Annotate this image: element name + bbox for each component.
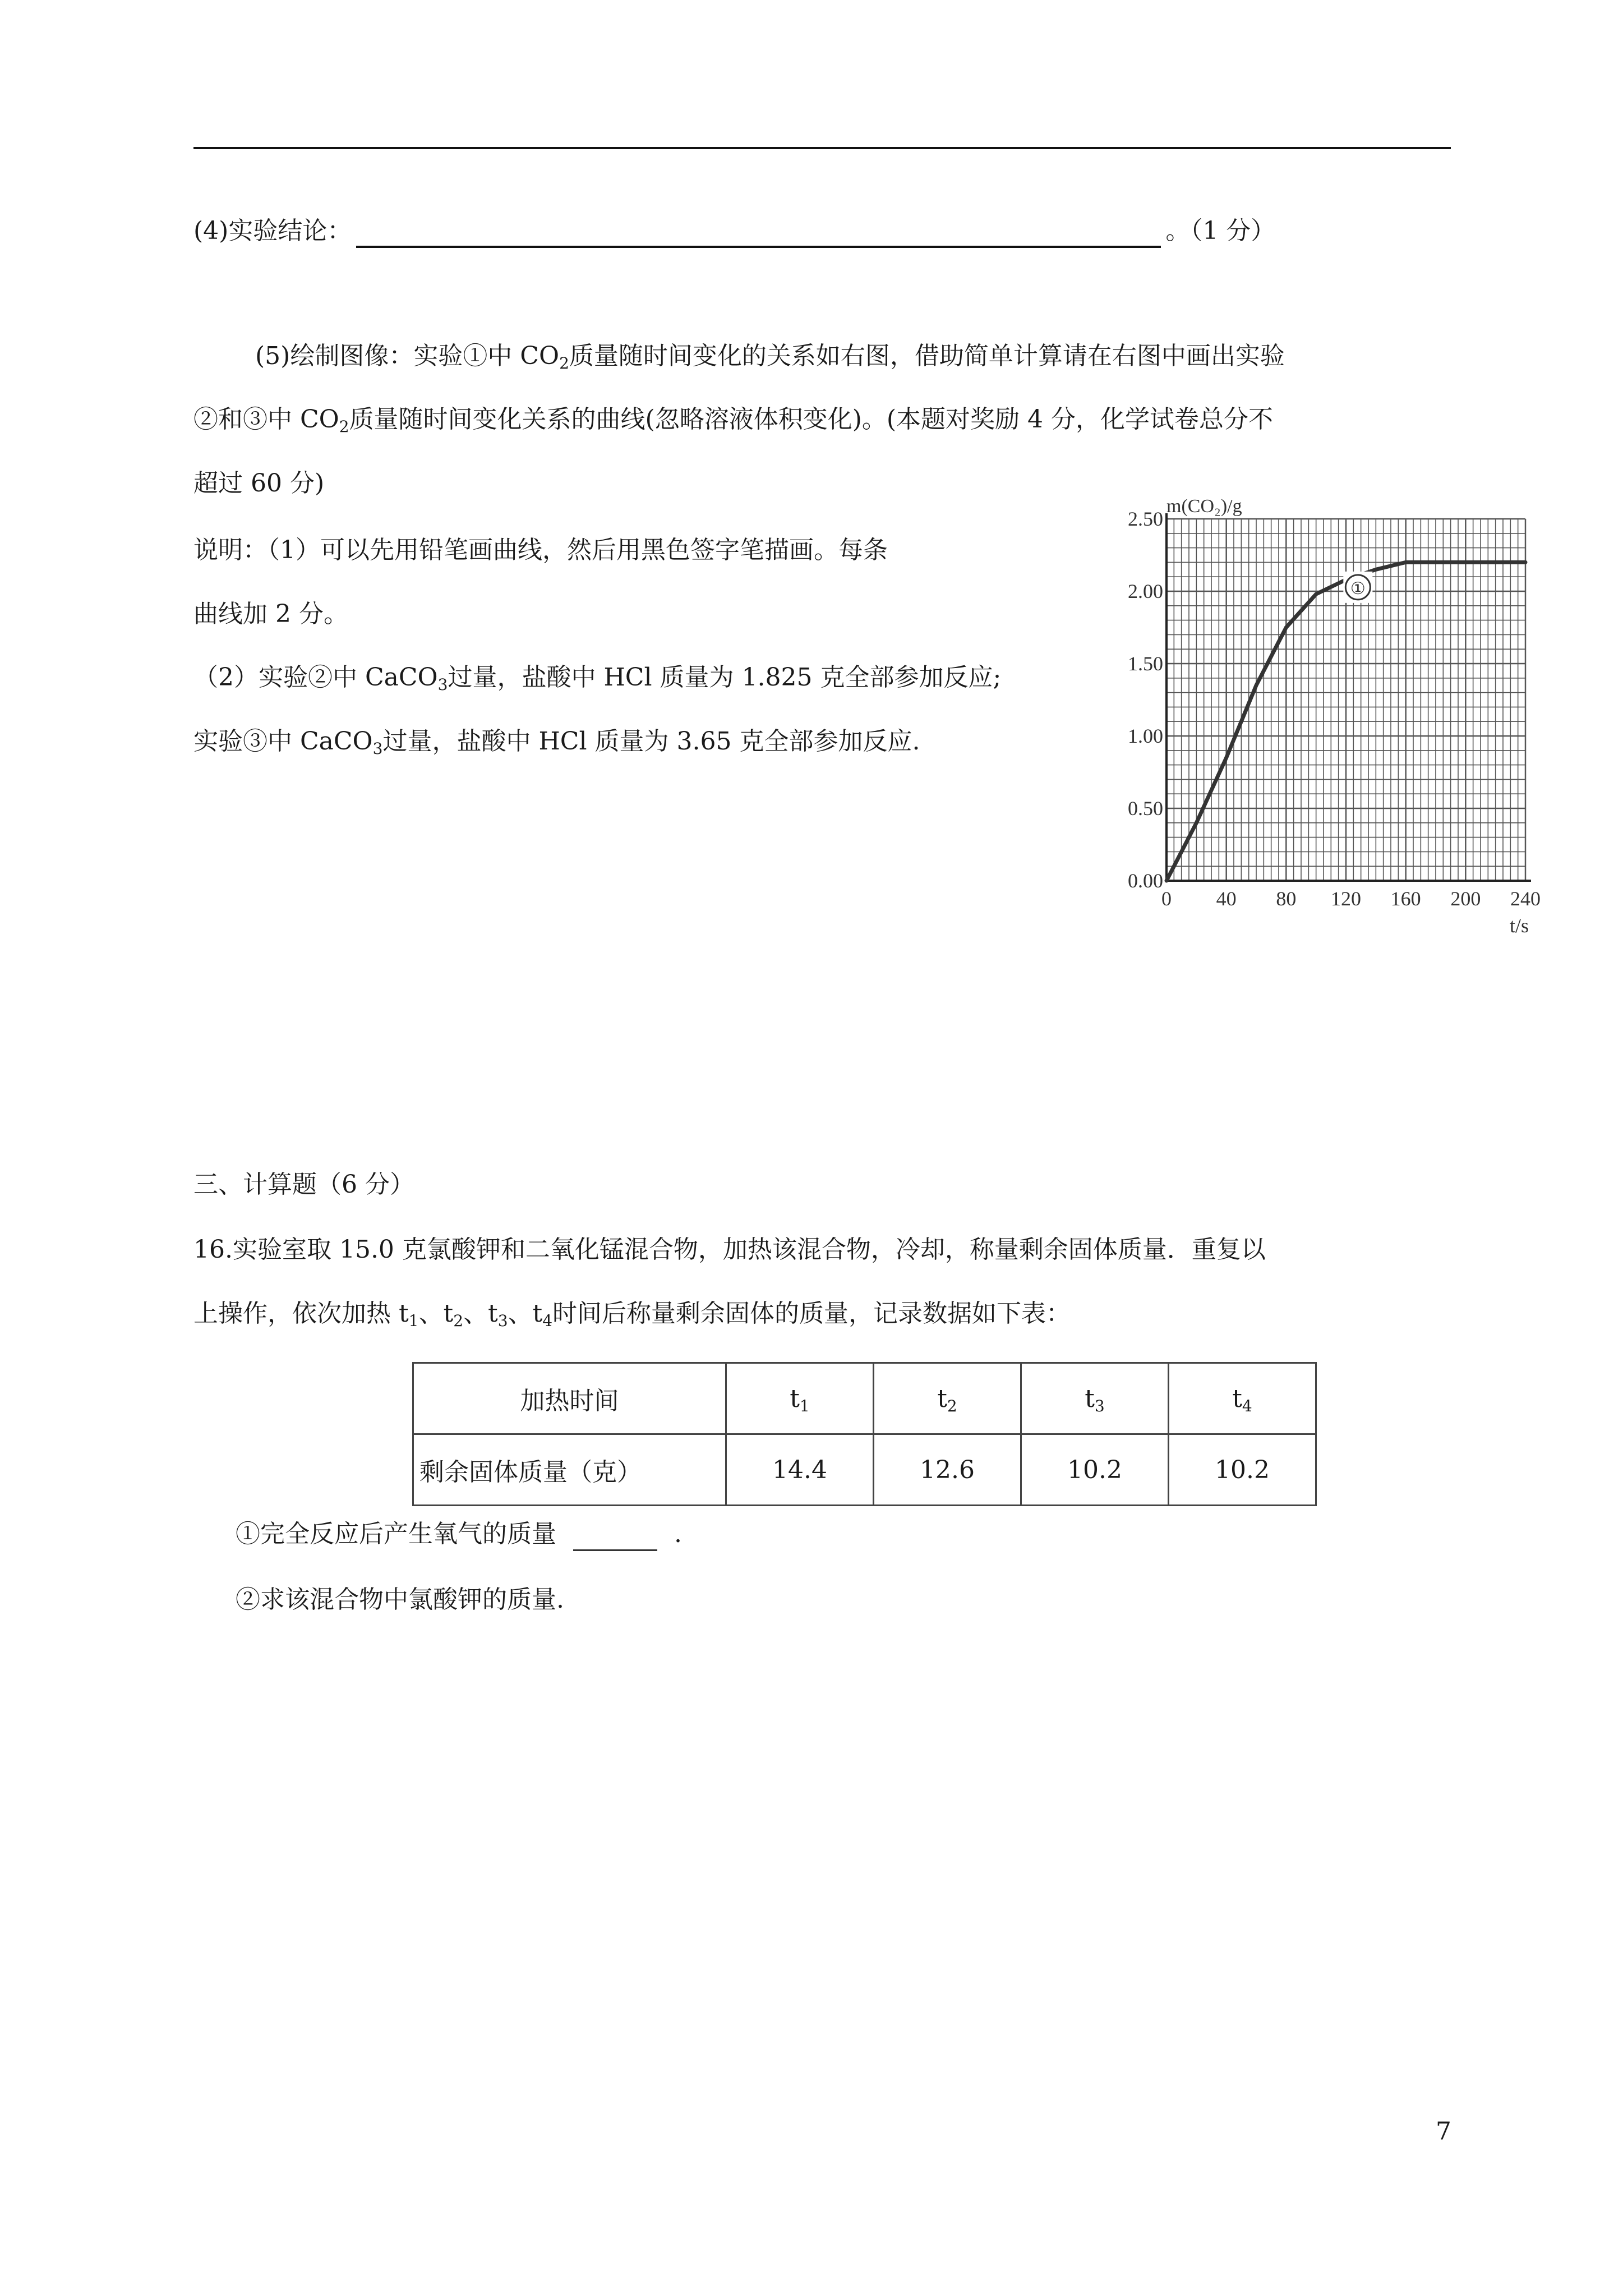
q4-label: (4)实验结论： xyxy=(193,217,352,245)
y-tick-label: 2.00 xyxy=(1128,580,1163,602)
x-tick-label: 0 xyxy=(1161,887,1172,910)
x-axis-label: t/s xyxy=(1510,914,1529,937)
x-tick-label: 240 xyxy=(1510,887,1541,910)
q5-line-2: ②和③中 $CO_2$质量随时间变化关系的曲线(忽略溶液体积变化)。(本题对奖励 4 分，化学试卷总分不 xyxy=(193,405,1274,436)
x-tick-label: 200 xyxy=(1450,887,1481,910)
time-cell: $t_1$ xyxy=(726,1363,874,1434)
answer-blank[interactable] xyxy=(356,220,1161,248)
series-label: ① xyxy=(1350,579,1366,598)
x-tick-label: 40 xyxy=(1216,887,1237,910)
q5-note-2: （2）实验②中 CaCO$_3$过量，盐酸中 HCl 质量为 1.825 克全部参加反应; xyxy=(193,663,1002,694)
q16-line-1: 16.实验室取 15.0 克氯酸钾和二氧化锰混合物，加热该混合物，冷却，称量剩余固体质量．重复以 xyxy=(193,1235,1266,1264)
y-tick-label: 2.50 xyxy=(1128,508,1163,530)
mass-cell: 10.2 xyxy=(1021,1434,1169,1506)
q4-tail: 。（1 分） xyxy=(1165,217,1276,245)
answer-blank[interactable] xyxy=(573,1527,657,1551)
table-row xyxy=(413,1434,1316,1506)
table-header-label: 加热时间 xyxy=(413,1363,726,1434)
page-number: 7 xyxy=(1436,2117,1451,2146)
q5-line-3: 超过 60 分) xyxy=(193,469,325,498)
q16-sub-2: ②求该混合物中氯酸钾的质量. xyxy=(236,1585,564,1614)
q5-note-3: 实验③中 CaCO$_3$过量，盐酸中 HCl 质量为 3.65 克全部参加反应. xyxy=(193,727,920,758)
co2-mass-chart xyxy=(1108,488,1545,937)
chart-axes xyxy=(1166,513,1531,881)
y-tick-label: 0.50 xyxy=(1128,797,1163,820)
x-tick-label: 120 xyxy=(1331,887,1361,910)
mass-cell: 14.4 xyxy=(726,1434,874,1506)
y-tick-label: 1.50 xyxy=(1128,652,1163,675)
time-cell: $t_4$ xyxy=(1169,1363,1316,1434)
mass-cell: 10.2 xyxy=(1169,1434,1316,1506)
y-axis-label: m(CO₂)/g xyxy=(1166,496,1242,517)
table-row-label: 剩余固体质量（克） xyxy=(413,1434,726,1506)
header-rule xyxy=(193,147,1451,149)
y-tick-label: 0.00 xyxy=(1128,869,1163,892)
mass-cell: 12.6 xyxy=(874,1434,1021,1506)
mass-data-table xyxy=(412,1362,1317,1506)
question-4 xyxy=(193,214,1275,248)
q5-note-1b: 曲线加 2 分。 xyxy=(193,600,348,628)
q5-line-1: (5)绘制图像：实验①中 $CO_2$质量随时间变化的关系如右图，借助简单计算请在右图中画出实验 xyxy=(255,342,1285,372)
section-3-title: 三、计算题（6 分） xyxy=(193,1170,414,1199)
table-row xyxy=(413,1363,1316,1434)
y-tick-label: 1.00 xyxy=(1128,725,1163,747)
q16-line-2: 上操作，依次加热 $t_1$、$t_2$、$t_3$、$t_4$时间后称量剩余固体的质量，记录数据如下表： xyxy=(193,1299,1071,1330)
q16-sub-1: ①完全反应后产生氧气的质量 . xyxy=(236,1517,682,1551)
q5-note-1: 说明：（1）可以先用铅笔画曲线，然后用黑色签字笔描画。每条 xyxy=(193,536,888,564)
x-tick-label: 160 xyxy=(1390,887,1421,910)
x-tick-label: 80 xyxy=(1276,887,1297,910)
time-cell: $t_2$ xyxy=(874,1363,1021,1434)
time-cell: $t_3$ xyxy=(1021,1363,1169,1434)
